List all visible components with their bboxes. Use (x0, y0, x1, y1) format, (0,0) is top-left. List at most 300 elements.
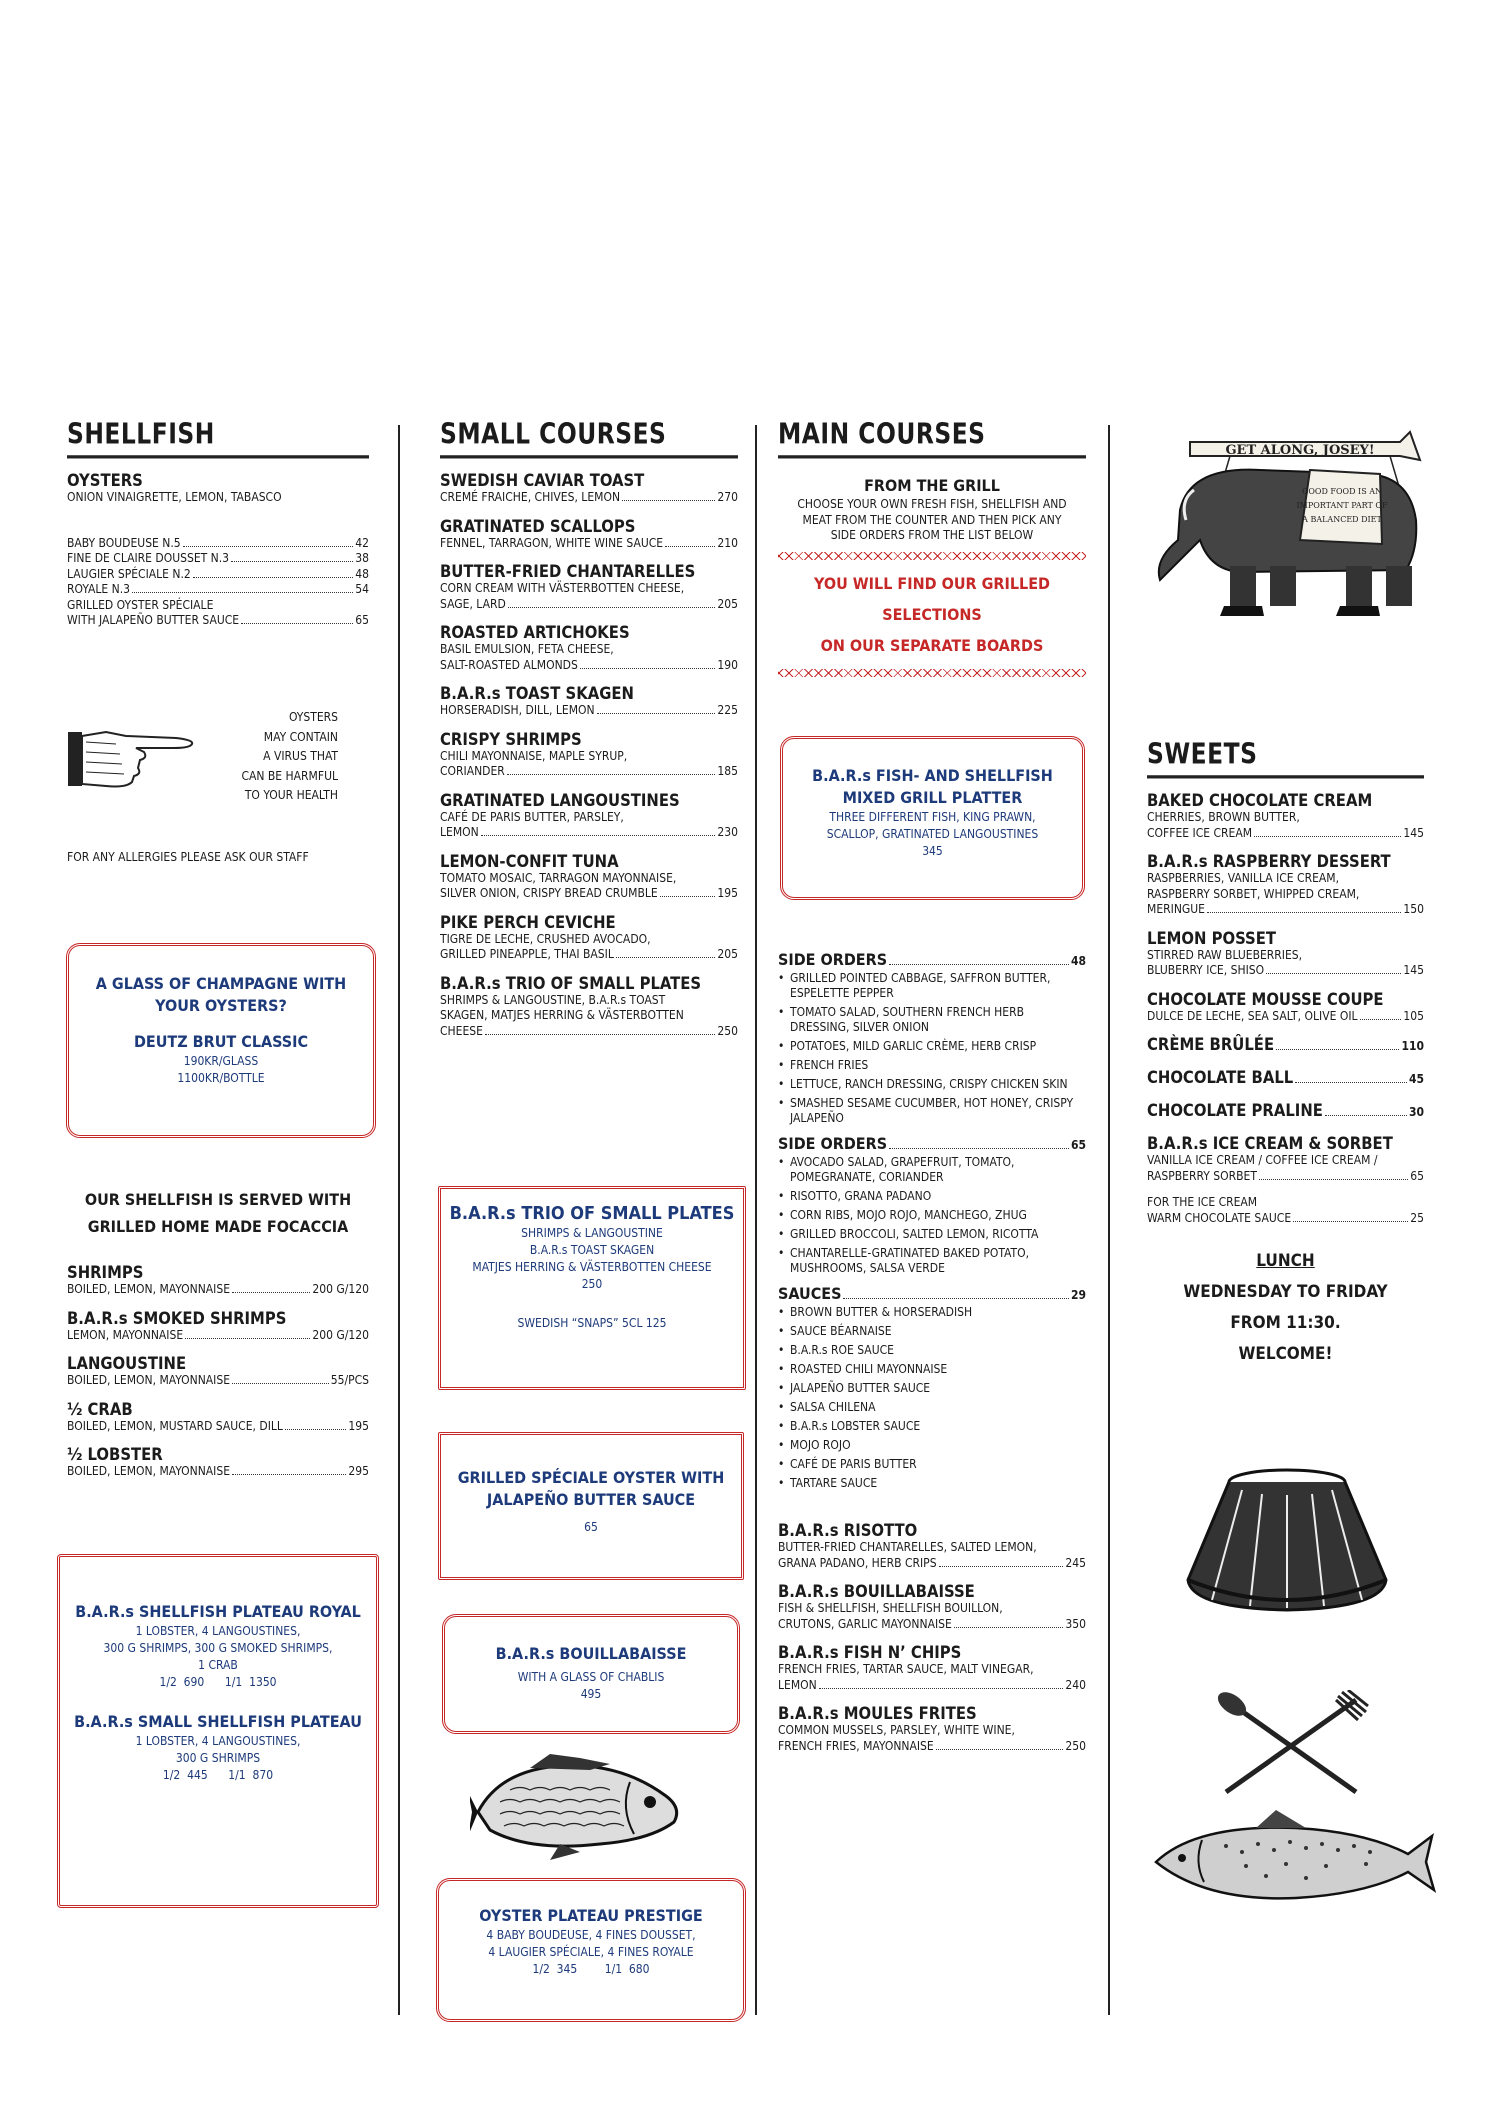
zigzag-divider (778, 552, 1086, 560)
champagne-glass: 190KR/GLASS (183, 1054, 259, 1068)
oyster-list (67, 536, 369, 598)
dotted-leader (665, 546, 715, 547)
for-ice-cream-row (1147, 1211, 1424, 1227)
menu-item-name: B.A.R.s RISOTTO (778, 1521, 918, 1540)
sweet-big-row (1147, 1035, 1424, 1056)
main-courses-column (778, 420, 1086, 685)
menu-item (440, 471, 738, 506)
menu-item-desc: COMMON MUSSELS, PARSLEY, WHITE WINE, (778, 1723, 1015, 1737)
platter-line4: SCALLOP, GRATINATED LANGOUSTINES (826, 827, 1039, 841)
oysters-desc: ONION VINAIGRETTE, LEMON, TABASCO (67, 490, 282, 504)
plateau-small-line: 300 G SHRIMPS (175, 1751, 261, 1765)
menu-item-row (778, 1739, 1086, 1755)
menu-item-row-text: BLUBERRY ICE, SHISO (1147, 963, 1265, 977)
shellfish-item-row-price: 195 (348, 1418, 369, 1433)
oyster-warning (200, 708, 338, 806)
menu-item-name: B.A.R.s BOUILLABAISSE (778, 1582, 975, 1601)
fish-illustration-icon (470, 1752, 686, 1862)
side-order-item: • POTATOES, MILD GARLIC CRÈME, HERB CRISP (778, 1039, 1086, 1054)
menu-item-row-price: 225 (717, 703, 738, 717)
menu-item-row-text: SALT-ROASTED ALMONDS (440, 657, 578, 672)
bouill-box-price: 495 (580, 1687, 602, 1701)
platter-line2: MIXED GRILL PLATTER (842, 788, 1023, 807)
focaccia-line: OUR SHELLFISH IS SERVED WITH (84, 1190, 352, 1209)
sweet-items (1147, 791, 1424, 1024)
sauce-item: • B.A.R.s ROE SAUCE (778, 1343, 1086, 1358)
menu-item-desc: SKAGEN, MATJES HERRING & VÄSTERBOTTEN (440, 1008, 684, 1022)
plateau-small-title: B.A.R.s SMALL SHELLFISH PLATEAU (74, 1712, 362, 1731)
menu-item (1147, 929, 1424, 979)
menu-item-desc: CORN CREAM WITH VÄSTERBOTTEN CHEESE, (440, 581, 685, 595)
shellfish-item-name: SHRIMPS (67, 1263, 144, 1282)
fork-and-spoon-icon (1210, 1690, 1370, 1800)
plateau-royal-line: 1 LOBSTER, 4 LANGOUSTINES, (135, 1624, 301, 1638)
menu-item-name: BUTTER-FRIED CHANTARELLES (440, 562, 696, 581)
lunch-title: LUNCH (1256, 1251, 1315, 1271)
shellfish-item (67, 1263, 369, 1298)
lunch-block (1147, 1246, 1424, 1370)
oyster-row-price: 42 (355, 535, 369, 550)
shellfish-item-row-text: BOILED, LEMON, MUSTARD SAUCE, DILL (67, 1418, 283, 1433)
warning-line: TO YOUR HEALTH (244, 788, 338, 802)
dotted-leader (939, 1566, 1064, 1567)
menu-item-name: GRATINATED SCALLOPS (440, 516, 636, 536)
blanket-text: A BALANCED DIET (1302, 515, 1382, 524)
dotted-leader (508, 607, 716, 608)
menu-item-row (440, 536, 738, 552)
menu-item-row (440, 658, 738, 674)
menu-item-row (440, 1024, 738, 1040)
dotted-leader (481, 835, 716, 836)
grill-title: FROM THE GRILL (864, 476, 1000, 495)
grilled-oyster-box (438, 1432, 744, 1580)
menu-item-desc: RASPBERRY SORBET, WHIPPED CREAM, (1147, 886, 1360, 901)
sauce-item: • MOJO ROJO (778, 1438, 1086, 1453)
side-orders-2-price: 65 (1070, 1138, 1086, 1152)
shellfish-item-row (67, 1328, 369, 1344)
sweet-big-row-text: CRÈME BRÛLÉE (1147, 1035, 1275, 1054)
dotted-leader (132, 592, 353, 593)
main-lower (778, 950, 1086, 1765)
menu-item-row-price: 185 (717, 764, 738, 778)
plateau-small-line: 1 LOBSTER, 4 LANGOUSTINES, (135, 1734, 301, 1748)
menu-item-row-text: LEMON (440, 825, 479, 839)
menu-item-row (440, 764, 738, 780)
dotted-leader (616, 957, 716, 958)
menu-item-row-text: SAGE, LARD (440, 596, 506, 611)
sauce-item: • TARTARE SAUCE (778, 1476, 1086, 1491)
menu-item-name: B.A.R.s MOULES FRITES (778, 1704, 977, 1723)
menu-item (778, 1704, 1086, 1754)
menu-item-row-text: GRANA PADANO, HERB CRIPS (778, 1555, 937, 1570)
oyster-row-text: ROYALE N.3 (67, 582, 131, 596)
sauce-item: • B.A.R.s LOBSTER SAUCE (778, 1419, 1086, 1434)
plateau-royal-title: B.A.R.s SHELLFISH PLATEAU ROYAL (75, 1602, 361, 1621)
menu-item-row-text: FRENCH FRIES, MAYONNAISE (778, 1738, 934, 1753)
ice-cream-last: RASPBERRY SORBET (1147, 1168, 1257, 1183)
sauces-price: 29 (1070, 1288, 1086, 1302)
menu-item-row (1147, 826, 1424, 842)
shellfish-items (67, 1263, 369, 1491)
menu-item-desc: BASIL EMULSION, FETA CHEESE, (440, 642, 614, 656)
boards-line2: ON OUR SEPARATE BOARDS (820, 635, 1044, 655)
side-orders-1-list (778, 971, 1086, 1126)
grilled-oyster-price: 65 (355, 613, 369, 627)
grilled-box-line2: JALAPEÑO BUTTER SAUCE (486, 1490, 696, 1509)
dotted-leader (232, 1474, 346, 1475)
side-orders-2-list (778, 1155, 1086, 1276)
bouill-box-title: B.A.R.s BOUILLABAISSE (495, 1644, 687, 1663)
warning-line: A VIRUS THAT (263, 749, 338, 763)
shellfish-item-row-text: BOILED, LEMON, MAYONNAISE (67, 1282, 231, 1296)
grill-desc-line: SIDE ORDERS FROM THE LIST BELOW (830, 528, 1034, 542)
side-order-item: • RISOTTO, GRANA PADANO (778, 1189, 1086, 1204)
menu-item (778, 1582, 1086, 1632)
oyster-row-text: FINE DE CLAIRE DOUSSET N.3 (67, 551, 230, 565)
menu-item-name: B.A.R.s TRIO OF SMALL PLATES (440, 973, 702, 993)
ice-cream-desc: VANILLA ICE CREAM / COFFEE ICE CREAM / (1147, 1153, 1378, 1167)
grill-desc-line: MEAT FROM THE COUNTER AND THEN PICK ANY (802, 512, 1062, 527)
menu-item (778, 1643, 1086, 1693)
menu-item-desc: RASPBERRIES, VANILLA ICE CREAM, (1147, 871, 1340, 885)
trio-box (438, 1186, 746, 1390)
shellfish-item-row-text: BOILED, LEMON, MAYONNAISE (67, 1373, 231, 1387)
menu-item-name: ROASTED ARTICHOKES (440, 623, 630, 642)
side-order-item: • CORN RIBS, MOJO ROJO, MANCHEGO, ZHUG (778, 1208, 1086, 1223)
shellfish-item-name: LANGOUSTINE (67, 1354, 187, 1373)
menu-item-row-text: COFFEE ICE CREAM (1147, 825, 1253, 840)
shellfish-item-row-price: 200 G/120 (312, 1327, 369, 1342)
sweets-column (1147, 740, 1424, 1370)
dotted-leader (936, 1749, 1064, 1750)
elephant-illustration-icon (1150, 430, 1440, 620)
side-order-item: • GRILLED POINTED CABBAGE, SAFFRON BUTTER, ESPELETTE PEPPER (778, 971, 1086, 1001)
column-divider-1 (398, 425, 400, 2015)
menu-item-row (440, 490, 738, 506)
ice-cream-row (1147, 1169, 1424, 1185)
oysters-title: OYSTERS (67, 471, 143, 490)
warning-line: CAN BE HARMFUL (241, 768, 338, 783)
menu-item-name: PIKE PERCH CEVICHE (440, 912, 616, 932)
zigzag-divider (778, 669, 1086, 677)
platter-line1: B.A.R.s FISH- AND SHELLFISH (812, 766, 1053, 785)
column-divider-3 (1108, 425, 1110, 2015)
snaps-note: SWEDISH “SNAPS” 5CL 125 (517, 1316, 667, 1330)
menu-item-row (440, 947, 738, 963)
menu-item (440, 852, 738, 902)
shellfish-item-row (67, 1419, 369, 1435)
dotted-leader (285, 1429, 346, 1430)
side-order-item: • TOMATO SALAD, SOUTHERN FRENCH HERB DRESSING, SILVER ONION (778, 1005, 1086, 1035)
menu-item-row-text: FENNEL, TARRAGON, WHITE WINE SAUCE (440, 535, 664, 550)
sauces-header (778, 1284, 1086, 1305)
sweet-big-row (1147, 1101, 1424, 1122)
menu-item-row-text: CORIANDER (440, 764, 505, 778)
menu-item-name: GRATINATED LANGOUSTINES (440, 790, 680, 810)
menu-item-row-text: SILVER ONION, CRISPY BREAD CRUMBLE (440, 886, 658, 900)
menu-item-row-text: HORSERADISH, DILL, LEMON (440, 703, 595, 717)
menu-item-row-price: 205 (717, 947, 738, 961)
side-orders-2-title: SIDE ORDERS (778, 1134, 888, 1153)
side-order-item: • LETTUCE, RANCH DRESSING, CRISPY CHICKEN SKIN (778, 1077, 1086, 1092)
menu-item-row-price: 205 (717, 596, 738, 611)
plateau-small-price: 1/2 445 1/1 870 (162, 1768, 274, 1782)
oyster-row-text: LAUGIER SPÉCIALE N.2 (67, 566, 191, 581)
menu-item-name: B.A.R.s FISH N’ CHIPS (778, 1643, 962, 1662)
dotted-leader (1325, 1115, 1407, 1116)
menu-item-row-text: GRILLED PINEAPPLE, THAI BASIL (440, 947, 614, 961)
menu-item (1147, 852, 1424, 918)
warning-line: MAY CONTAIN (263, 729, 338, 744)
dotted-leader (1295, 1082, 1407, 1083)
shellfish-item-name: ½ CRAB (67, 1399, 133, 1419)
shellfish-item-row-text: LEMON, MAYONNAISE (67, 1327, 184, 1342)
menu-item-row (778, 1678, 1086, 1694)
sweet-big-row-price: 45 (1408, 1072, 1424, 1086)
bouill-box-sub: WITH A GLASS OF CHABLIS (517, 1670, 665, 1684)
small-courses-column (440, 420, 738, 1050)
champagne-box (66, 943, 376, 1138)
menu-item-desc: CHILI MAYONNAISE, MAPLE SYRUP, (440, 748, 628, 763)
menu-item-row-price: 150 (1403, 902, 1424, 916)
platter-line3: THREE DIFFERENT FISH, KING PRAWN, (829, 810, 1036, 824)
sweet-big-row-price: 110 (1401, 1039, 1424, 1053)
side-order-item: • GRILLED BROCCOLI, SALTED LEMON, RICOTTA (778, 1227, 1086, 1242)
champagne-heading-1: A GLASS OF CHAMPAGNE WITH (95, 974, 347, 993)
menu-item-row-text: LEMON (778, 1677, 817, 1692)
sweet-big-row-text: CHOCOLATE PRALINE (1147, 1101, 1323, 1120)
side-orders-1-header (778, 950, 1086, 971)
menu-item-desc: CAFÉ DE PARIS BUTTER, PARSLEY, (440, 809, 624, 824)
dotted-leader (954, 1627, 1064, 1628)
plateau-royal-line: 1 CRAB (198, 1658, 238, 1672)
menu-item-row-price: 350 (1065, 1616, 1086, 1631)
shellfish-item-row-price: 295 (348, 1464, 369, 1478)
plateau-box (57, 1554, 379, 1908)
dotted-leader (1360, 1019, 1402, 1020)
sauce-item: • SAUCE BÉARNAISE (778, 1324, 1086, 1339)
menu-item (440, 623, 738, 673)
menu-item-row-price: 250 (717, 1023, 738, 1038)
trout-illustration-icon (1146, 1806, 1436, 1916)
menu-item-desc: CHERRIES, BROWN BUTTER, (1147, 810, 1300, 824)
menu-item-desc: BUTTER-FRIED CHANTARELLES, SALTED LEMON, (778, 1540, 1037, 1554)
section-title-shellfish: SHELLFISH (67, 419, 369, 459)
grilled-oyster-line2: WITH JALAPEÑO BUTTER SAUCE (67, 613, 240, 627)
lunch-line: WEDNESDAY TO FRIDAY (1183, 1282, 1388, 1302)
dotted-leader (597, 713, 716, 714)
menu-item-row-price: 145 (1403, 963, 1424, 977)
sweet-big-items (1147, 1035, 1424, 1122)
for-ice-cream-line: FOR THE ICE CREAM (1147, 1195, 1258, 1209)
menu-item-row-price: 145 (1403, 825, 1424, 840)
blanket-text: GOOD FOOD IS AN (1301, 487, 1383, 496)
banner-text: GET ALONG, JOSEY! (1225, 443, 1375, 458)
menu-item (778, 1521, 1086, 1571)
mixed-grill-box (780, 736, 1085, 900)
side-order-item: • AVOCADO SALAD, GRAPEFRUIT, TOMATO, POMEGRANATE, CORIANDER (778, 1155, 1086, 1185)
menu-item-row (440, 703, 738, 719)
sauces-title: SAUCES (778, 1284, 842, 1303)
plateau-royal-line: 300 G SHRIMPS, 300 G SMOKED SHRIMPS, (103, 1641, 333, 1655)
dotted-leader (660, 896, 716, 897)
shellfish-item-row (67, 1282, 369, 1298)
menu-item (1147, 990, 1424, 1025)
oyster-row (67, 551, 369, 567)
menu-item (440, 913, 738, 963)
dotted-leader (1276, 1049, 1399, 1050)
grilled-oyster-row (67, 613, 369, 629)
menu-item-row-text: CRUTONS, GARLIC MAYONNAISE (778, 1616, 952, 1631)
menu-item-name: BAKED CHOCOLATE CREAM (1147, 791, 1373, 810)
menu-item-row-price: 230 (717, 825, 738, 839)
menu-item-row (1147, 902, 1424, 918)
oyster-prestige-box (436, 1878, 746, 2022)
sauce-item: • JALAPEÑO BUTTER SAUCE (778, 1381, 1086, 1396)
dotted-leader (580, 668, 716, 669)
blanket-text: IMPORTANT PART OF (1296, 501, 1388, 510)
sauce-item: • SALSA CHILENA (778, 1400, 1086, 1415)
shellfish-item-name: B.A.R.s SMOKED SHRIMPS (67, 1308, 287, 1328)
prestige-line: 4 LAUGIER SPÉCIALE, 4 FINES ROYALE (488, 1945, 694, 1959)
shellfish-item-row-text: BOILED, LEMON, MAYONNAISE (67, 1464, 231, 1478)
oyster-row (67, 567, 369, 583)
menu-item-desc: FISH & SHELLFISH, SHELLFISH BOUILLON, (778, 1601, 1003, 1615)
champagne-heading-2: YOUR OYSTERS? (155, 996, 287, 1015)
shellfish-item-name: ½ LOBSTER (67, 1445, 163, 1464)
dotted-leader (193, 577, 353, 578)
menu-item-name: B.A.R.s RASPBERRY DESSERT (1147, 852, 1391, 871)
bundt-mold-illustration-icon (1162, 1460, 1412, 1620)
shellfish-item (67, 1309, 369, 1344)
pointing-hand-icon (66, 722, 198, 794)
menu-item (440, 730, 738, 780)
menu-item-row (1147, 1009, 1424, 1025)
column-divider-2 (755, 425, 757, 2015)
grilled-oyster-line1: GRILLED OYSTER SPÉCIALE (67, 597, 214, 612)
dotted-leader (1207, 912, 1401, 913)
dotted-leader (485, 1034, 715, 1035)
trio-line: SHRIMPS & LANGOUSTINE (521, 1226, 663, 1240)
platter-price: 345 (922, 844, 943, 858)
menu-item-row-price: 245 (1065, 1555, 1086, 1570)
dotted-leader (507, 774, 716, 775)
menu-item-desc: TIGRE DE LECHE, CRUSHED AVOCADO, (440, 931, 651, 946)
menu-item-name: SWEDISH CAVIAR TOAST (440, 471, 645, 490)
sauce-item: • CAFÉ DE PARIS BUTTER (778, 1457, 1086, 1472)
trio-line: B.A.R.s TOAST SKAGEN (529, 1243, 655, 1257)
menu-item-row-price: 240 (1065, 1677, 1086, 1692)
main-items (778, 1521, 1086, 1754)
oyster-row-price: 38 (355, 551, 369, 565)
sweet-big-row-text: CHOCOLATE BALL (1147, 1068, 1294, 1087)
side-order-item: • CHANTARELLE-GRATINATED BAKED POTATO, MUSHROOMS, SALSA VERDE (778, 1246, 1086, 1276)
menu-item-row (778, 1556, 1086, 1572)
lunch-line: FROM 11:30. (1230, 1313, 1341, 1333)
shellfish-item-row-price: 55/PCS (330, 1373, 369, 1387)
dotted-leader (183, 546, 354, 547)
menu-item-desc: TOMATO MOSAIC, TARRAGON MAYONNAISE, (440, 870, 677, 885)
shellfish-item-row (67, 1464, 369, 1480)
menu-item (440, 562, 738, 612)
focaccia-note (67, 1186, 369, 1240)
dotted-leader (232, 1383, 329, 1384)
shellfish-item (67, 1445, 369, 1480)
side-order-item: • FRENCH FRIES (778, 1058, 1086, 1073)
dotted-leader (622, 500, 715, 501)
menu-item-row-text: CREMÉ FRAICHE, CHIVES, LEMON (440, 490, 621, 504)
shellfish-column (67, 420, 369, 629)
dotted-leader (231, 561, 353, 562)
bouillabaisse-box (442, 1614, 740, 1734)
prestige-title: OYSTER PLATEAU PRESTIGE (479, 1906, 703, 1925)
plateau-royal-price: 1/2 690 1/1 1350 (159, 1675, 277, 1689)
menu-item (440, 974, 738, 1040)
menu-item-name: B.A.R.s TOAST SKAGEN (440, 684, 634, 703)
section-title-main-courses: MAIN COURSES (778, 419, 1086, 459)
dotted-leader (1266, 973, 1401, 974)
for-ice-cream-price: 25 (1410, 1210, 1424, 1225)
menu-item-desc: SHRIMPS & LANGOUSTINE, B.A.R.s TOAST (440, 992, 666, 1007)
menu-item-row-text: CHEESE (440, 1023, 483, 1038)
side-order-item: • SMASHED SESAME CUCUMBER, HOT HONEY, CRISPY JALAPEÑO (778, 1096, 1086, 1126)
menu-item-row-price: 105 (1403, 1008, 1424, 1023)
shellfish-item-row (67, 1373, 369, 1389)
oyster-row-price: 54 (355, 582, 369, 596)
menu-item-name: CHOCOLATE MOUSSE COUPE (1147, 989, 1384, 1009)
for-ice-cream-item (1147, 1195, 1424, 1226)
grilled-box-price: 65 (584, 1520, 598, 1534)
menu-item-row (778, 1617, 1086, 1633)
menu-item-row-price: 270 (717, 490, 738, 504)
menu-item-row (440, 597, 738, 613)
section-title-sweets: SWEETS (1147, 739, 1424, 779)
grilled-box-line1: GRILLED SPÉCIALE OYSTER WITH (457, 1468, 725, 1487)
menu-item (440, 791, 738, 841)
menu-item-row (440, 886, 738, 902)
menu-item-row-price: 195 (717, 886, 738, 900)
menu-item-name: LEMON-CONFIT TUNA (440, 851, 619, 871)
focaccia-line: GRILLED HOME MADE FOCACCIA (87, 1217, 349, 1236)
menu-item-row-price: 190 (717, 657, 738, 672)
boards-line1: YOU WILL FIND OUR GRILLED SELECTIONS (814, 573, 1050, 624)
side-orders-1-price: 48 (1070, 954, 1086, 968)
trio-price: 250 (581, 1277, 603, 1291)
for-ice-cream-last: WARM CHOCOLATE SAUCE (1147, 1210, 1292, 1225)
ice-cream-price: 65 (1410, 1168, 1424, 1183)
menu-item-row-price: 250 (1065, 1738, 1086, 1753)
lunch-line: WELCOME! (1238, 1344, 1333, 1364)
side-orders-1-title: SIDE ORDERS (778, 950, 888, 969)
dotted-leader (232, 1292, 310, 1293)
shellfish-item (67, 1354, 369, 1389)
shellfish-item-row-price: 200 G/120 (312, 1282, 369, 1296)
menu-item-desc: STIRRED RAW BLUEBERRIES, (1147, 947, 1303, 962)
menu-item-name: LEMON POSSET (1147, 928, 1276, 948)
champagne-bottle: 1100KR/BOTTLE (177, 1071, 265, 1085)
menu-item-row (1147, 963, 1424, 979)
champagne-name: DEUTZ BRUT CLASSIC (133, 1032, 309, 1051)
trio-line: MATJES HERRING & VÄSTERBOTTEN CHEESE (472, 1260, 712, 1274)
dotted-leader (1254, 836, 1401, 837)
menu-item (440, 684, 738, 719)
oyster-row-price: 48 (355, 566, 369, 581)
small-items (440, 471, 738, 1039)
side-orders-2-header (778, 1134, 1086, 1155)
menu-item (440, 517, 738, 552)
trio-title: B.A.R.s TRIO OF SMALL PLATES (449, 1203, 735, 1224)
oyster-row-text: BABY BOUDEUSE N.5 (67, 535, 181, 550)
